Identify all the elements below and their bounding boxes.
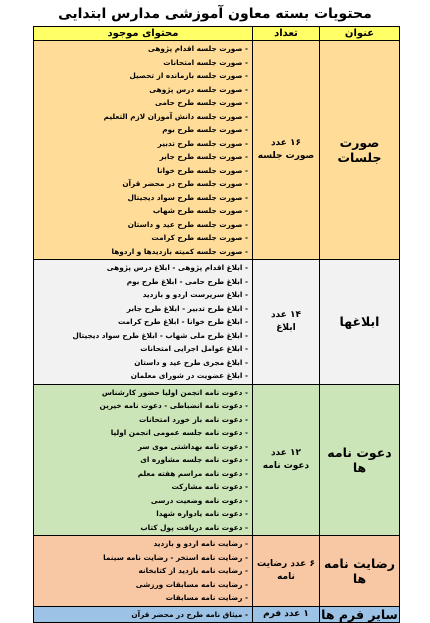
list-item: - صورت جلسه طرح تدبیر xyxy=(157,138,248,148)
list-item: - صورت جلسه طرح کرامت xyxy=(151,233,248,242)
list-item: - صورت جلسه طرح جابر xyxy=(159,152,248,161)
list-item: - صورت جلسه امتحانات xyxy=(163,57,248,67)
list-item: - صورت جلسه طرح حامی xyxy=(154,98,248,107)
section-count-line1: ۱۶ عدد xyxy=(270,138,302,148)
section-title: دعوت نامه ها xyxy=(320,384,400,536)
list-item: - رضایت نامه مسابقات xyxy=(165,593,248,602)
list-item: - رضایت نامه استخر - رضایت نامه سینما xyxy=(103,552,248,562)
list-item: - دعوت نامه جلسه مشاوره ای xyxy=(140,455,248,464)
section-count xyxy=(253,536,320,607)
list-item: - صورت جلسه طرح بوم xyxy=(162,125,248,134)
list-item: - ابلاغ طرح ملی شهاب - ابلاغ طرح سواد دیجیتال xyxy=(72,330,248,340)
section-count-line2: دعوت نامه xyxy=(262,460,310,471)
list-item: - صورت جلسه طرح خوانا xyxy=(157,165,248,175)
list-item: - رضایت نامه اردو و بازدید xyxy=(153,539,248,548)
list-item: - ابلاغ طرح حامی - ابلاغ طرح بوم xyxy=(126,276,248,286)
list-item: - دعوت نامه مراسم هفته معلم xyxy=(137,468,248,478)
section-count xyxy=(253,384,320,536)
header-content: محتوای موجود xyxy=(34,27,253,41)
list-item: - صورت جلسه طرح در محضر قرآن xyxy=(122,179,248,188)
section-content xyxy=(34,260,253,385)
list-item: - صورت جلسه طرح عید و داستان xyxy=(127,219,248,229)
table-body xyxy=(34,41,400,623)
list-item: - ابلاغ طرح خوانا - ابلاغ طرح کرامت xyxy=(117,317,248,326)
list-item: - ابلاغ عوامل اجرایی امتحانات xyxy=(140,344,248,353)
list-item: - دعوت نامه مشارکت xyxy=(171,482,248,491)
section-content xyxy=(34,384,253,536)
item-list xyxy=(34,41,252,259)
section-count-line1: ۱۴ عدد xyxy=(270,309,302,320)
section-title: ابلاغها xyxy=(320,260,400,385)
list-item: - دعوت نامه انجمن اولیا حضور کارشناس xyxy=(101,387,248,397)
section-count-line2: ابلاغ xyxy=(276,322,296,333)
list-item: - ابلاغ مجری طرح عید و داستان xyxy=(134,357,248,367)
list-item: - دعوت نامه جلسه عمومی انجمن اولیا xyxy=(110,428,248,437)
list-item: - صورت جلسه درس پژوهی xyxy=(149,84,248,94)
list-item: - رضایت نامه مسابقات ورزشی xyxy=(135,579,248,589)
section-count-line1: ۱ عدد فرم xyxy=(263,608,309,619)
list-item: - ابلاغ طرح تدبیر - ابلاغ طرح جابر xyxy=(126,303,248,313)
item-list xyxy=(34,260,252,384)
section-content xyxy=(34,536,253,607)
list-item: - دعوت نامه باز خورد امتحانات xyxy=(138,414,248,424)
content-table xyxy=(33,26,400,623)
section-row xyxy=(34,260,400,385)
section-row xyxy=(34,384,400,536)
section-count-line2: صورت جلسه xyxy=(257,151,315,161)
item-list xyxy=(34,536,252,606)
list-item: - صورت جلسه دانش آموزان لازم التعلیم xyxy=(103,111,248,121)
list-item: - صورت جلسه بازمانده از تحصیل xyxy=(129,71,248,80)
section-count-line1: ۶ عدد رضایت نامه xyxy=(257,558,315,582)
section-title: رضایت نامه ها xyxy=(320,536,400,607)
section-title: صورت جلسات xyxy=(320,41,400,260)
list-item: - دعوت نامه یادواره شهدا xyxy=(156,509,248,518)
list-item: - صورت جلسه کمیته بازدیدها و اردوها xyxy=(111,246,248,256)
item-list xyxy=(34,385,252,536)
section-row xyxy=(34,41,400,260)
list-item: - صورت جلسه اقدام پژوهی xyxy=(147,44,248,53)
section-content xyxy=(34,606,253,623)
list-item: - دعوت نامه دریافت پول کتاب xyxy=(140,522,248,532)
header-title: عنوان xyxy=(320,27,400,41)
section-title: سایر فرم ها xyxy=(321,606,398,622)
section-count xyxy=(253,606,320,623)
section-count xyxy=(253,260,320,385)
section-row xyxy=(34,606,400,623)
section-content xyxy=(34,41,253,260)
list-item: - دعوت نامه انضباطی - دعوت نامه خیرین xyxy=(99,401,248,410)
header-row xyxy=(34,27,400,41)
section-count xyxy=(253,41,320,260)
list-item: - ابلاغ سرپرست اردو و بازدید xyxy=(142,290,248,299)
list-item: - ابلاغ اقدام پژوهی - ابلاغ درس پژوهی xyxy=(106,263,248,272)
list-item: - رضایت نامه بازدید از کتابخانه xyxy=(138,566,248,575)
section-count-line1: ۱۲ عدد xyxy=(270,447,302,458)
page-title: محتویات بسته معاون آموزشی مدارس ابتدایی xyxy=(58,6,372,22)
item-list xyxy=(34,607,252,623)
section-row xyxy=(34,536,400,607)
list-item: - دعوت نامه بهداشتی موی سر xyxy=(137,441,248,451)
list-item: - میثاق نامه طرح در محضر قرآن xyxy=(131,609,248,619)
list-item: - ابلاغ عضویت در شورای معلمان xyxy=(130,371,248,380)
list-item: - دعوت نامه وضعیت درسی xyxy=(150,495,248,505)
list-item: - صورت جلسه طرح شهاب xyxy=(152,206,248,215)
header-count: تعداد xyxy=(253,27,320,41)
list-item: - صورت جلسه طرح سواد دیجیتال xyxy=(127,192,248,202)
